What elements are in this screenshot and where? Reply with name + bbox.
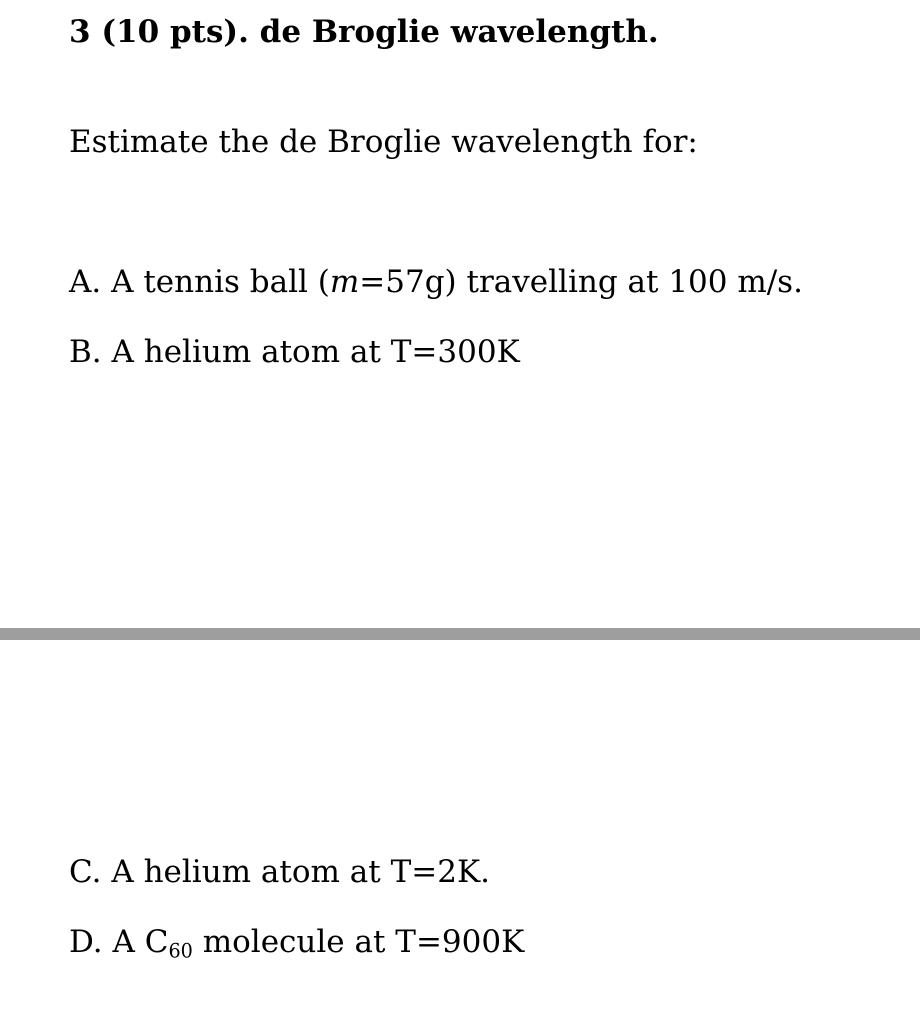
item-c: [69, 854, 490, 890]
item-c-letter: C.: [69, 854, 102, 890]
item-b-letter: B.: [69, 334, 102, 370]
question-intro: Estimate the de Broglie wavelength for:: [69, 124, 698, 160]
item-a-text-start: A tennis ball (: [111, 264, 330, 300]
item-d-text-end: molecule at T=900K: [192, 924, 525, 960]
item-a: [69, 264, 803, 300]
item-d-letter: D.: [69, 924, 103, 960]
item-c-text: A helium atom at T=2K.: [111, 854, 490, 890]
question-heading: 3 (10 pts). de Broglie wavelength.: [69, 14, 659, 50]
item-b-text: A helium atom at T=300K: [111, 334, 520, 370]
mass-variable: m: [329, 264, 360, 300]
c60-subscript: 60: [168, 939, 193, 963]
item-b: [69, 334, 520, 370]
page-separator: [0, 628, 920, 640]
item-d: [69, 924, 525, 963]
item-d-text-start: A C: [112, 924, 169, 960]
item-a-text-end: =57g) travelling at 100 m/s.: [359, 264, 803, 300]
item-a-letter: A.: [69, 264, 102, 300]
